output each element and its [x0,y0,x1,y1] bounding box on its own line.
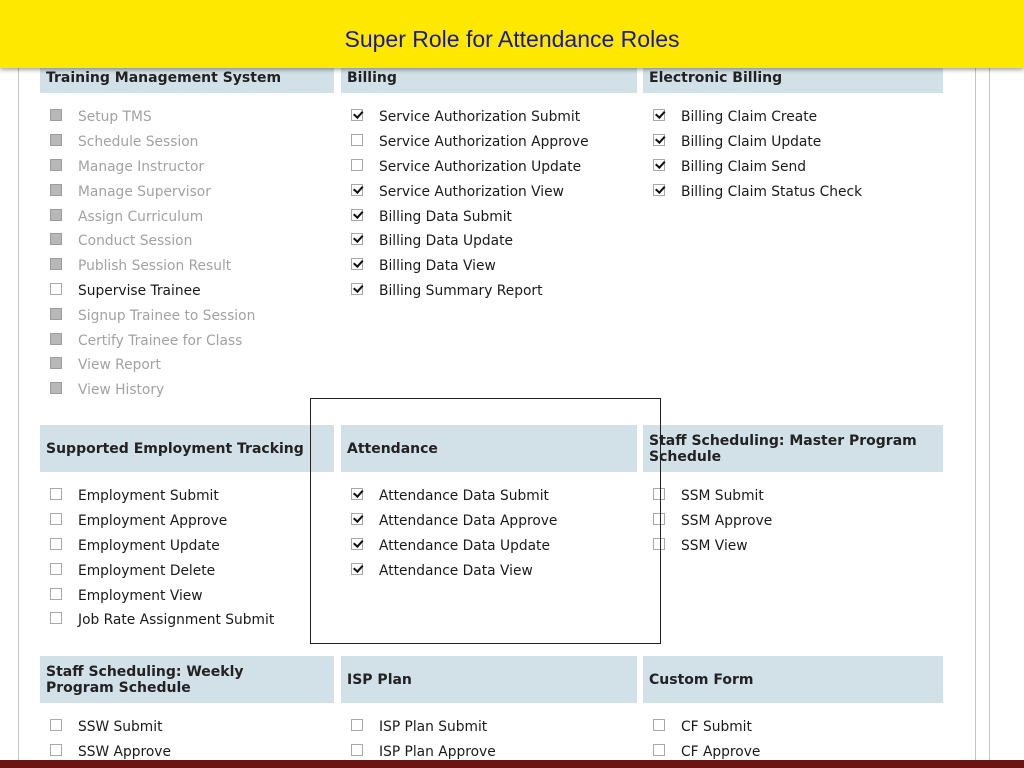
checkbox-checked[interactable] [653,134,665,146]
checkbox-unchecked[interactable] [351,134,363,146]
permission-label: SSM Submit [681,488,764,505]
panel-heading: Attendance [341,425,637,472]
permission-label: Schedule Session [78,134,199,151]
permission-item[interactable] [50,583,274,608]
permission-list [351,715,496,765]
permission-label: Service Authorization View [379,183,564,200]
permission-label: Attendance Data Approve [379,513,558,530]
checkbox-unchecked [50,184,62,196]
checkbox-checked[interactable] [351,283,363,295]
permission-item[interactable] [351,534,557,559]
permission-label: Attendance Data Submit [379,488,549,505]
permission-item[interactable] [653,179,862,204]
permission-item [50,105,255,130]
permission-label: Job Rate Assignment Submit [78,612,275,629]
checkbox-checked[interactable] [351,233,363,245]
checkbox-unchecked[interactable] [351,159,363,171]
checkbox-checked[interactable] [351,538,363,550]
permission-item[interactable] [351,715,496,740]
permission-item[interactable] [351,179,589,204]
checkbox-checked[interactable] [351,488,363,500]
slide-bottom-bar [0,760,1024,768]
permission-item[interactable] [50,484,274,509]
panel-heading: Staff Scheduling: Weekly Program Schedule [40,656,334,703]
checkbox-unchecked [50,159,62,171]
checkbox-unchecked[interactable] [653,719,665,731]
permission-item[interactable] [50,558,274,583]
permission-item[interactable] [351,279,589,304]
checkbox-unchecked[interactable] [653,538,665,550]
panel-heading: Billing [341,62,637,93]
permission-label: SSW Approve [78,744,171,761]
permission-label: Service Authorization Submit [379,109,581,126]
permission-item[interactable] [653,130,862,155]
permission-label: Employment Approve [78,513,228,530]
frame-scroll-edge [989,60,990,760]
permission-label: Billing Summary Report [379,282,543,299]
permission-label: View Report [78,357,161,374]
permission-label: ISP Plan Approve [379,744,496,761]
permission-item[interactable] [351,130,589,155]
checkbox-unchecked [50,382,62,394]
permission-label: Assign Curriculum [78,208,204,225]
permission-item [50,254,255,279]
permission-item[interactable] [351,558,557,583]
checkbox-checked[interactable] [351,184,363,196]
permission-list [653,715,760,765]
checkbox-unchecked[interactable] [50,538,62,550]
panel-heading: Custom Form [643,656,943,703]
checkbox-unchecked[interactable] [653,488,665,500]
permission-item[interactable] [653,534,772,559]
panel-heading: Training Management System [40,62,334,93]
permission-item[interactable] [351,484,557,509]
checkbox-unchecked[interactable] [50,744,62,756]
permission-label: Employment Update [78,537,220,554]
permission-item[interactable] [50,279,255,304]
permission-list [653,484,772,558]
checkbox-checked[interactable] [653,109,665,121]
permission-item[interactable] [351,509,557,534]
permission-label: Billing Claim Send [681,158,807,175]
permission-label: Signup Trainee to Session [78,307,256,324]
frame-border-left [18,60,19,760]
checkbox-unchecked [50,308,62,320]
frame-border-right [975,60,976,760]
checkbox-checked[interactable] [653,159,665,171]
checkbox-unchecked[interactable] [50,563,62,575]
permission-label: View History [78,382,165,399]
checkbox-unchecked[interactable] [653,513,665,525]
permission-item[interactable] [351,105,589,130]
permission-item [50,130,255,155]
permission-list [50,484,274,633]
permission-label: SSW Submit [78,719,163,736]
permission-label: Conduct Session [78,233,193,250]
permission-label: SSM View [681,537,748,554]
permission-label: Manage Instructor [78,158,205,175]
permission-label: Publish Session Result [78,258,232,275]
permission-item [50,328,255,353]
permission-label: Employment View [78,587,203,604]
checkbox-unchecked [50,357,62,369]
permission-label: Attendance Data View [379,562,533,579]
permission-item [50,353,255,378]
permission-item [50,229,255,254]
permission-label: Certify Trainee for Class [78,332,243,349]
checkbox-checked[interactable] [351,209,363,221]
slide-title-bar [0,0,1024,68]
slide-title: Super Role for Attendance Roles [344,26,680,52]
permission-label: Billing Claim Create [681,109,818,126]
permission-list [351,484,557,583]
permission-label: Employment Delete [78,562,216,579]
permission-item[interactable] [653,715,760,740]
permission-label: Billing Data View [379,258,496,275]
permission-item[interactable] [653,484,772,509]
checkbox-unchecked [50,258,62,270]
permission-label: Attendance Data Update [379,537,550,554]
checkbox-unchecked[interactable] [351,744,363,756]
permission-label: Billing Claim Status Check [681,183,863,200]
panel-heading: Supported Employment Tracking [40,425,334,472]
checkbox-unchecked [50,233,62,245]
permission-list [653,105,862,204]
permission-item[interactable] [653,509,772,534]
permission-item[interactable] [50,534,274,559]
permission-item[interactable] [50,608,274,633]
permission-item[interactable] [50,509,274,534]
checkbox-unchecked [50,109,62,121]
permission-label: Service Authorization Update [379,158,582,175]
panel-heading: Electronic Billing [643,62,943,93]
permission-item [50,155,255,180]
permission-item[interactable] [351,155,589,180]
checkbox-checked[interactable] [351,563,363,575]
checkbox-unchecked[interactable] [351,719,363,731]
checkbox-unchecked[interactable] [50,488,62,500]
permission-label: Supervise Trainee [78,282,201,299]
permission-item[interactable] [653,155,862,180]
permission-label: CF Submit [681,719,752,736]
permission-label: SSM Approve [681,513,773,530]
permission-list [50,715,171,765]
checkbox-unchecked[interactable] [50,612,62,624]
permission-label: Billing Claim Update [681,134,822,151]
checkbox-checked[interactable] [653,184,665,196]
checkbox-unchecked[interactable] [50,513,62,525]
checkbox-checked[interactable] [351,513,363,525]
permission-label: Setup TMS [78,109,152,126]
checkbox-unchecked[interactable] [50,588,62,600]
permission-item[interactable] [653,105,862,130]
permission-label: Billing Data Update [379,233,513,250]
permission-item [50,179,255,204]
checkbox-unchecked[interactable] [50,283,62,295]
checkbox-unchecked[interactable] [50,719,62,731]
permission-item[interactable] [50,715,171,740]
permission-label: CF Approve [681,744,761,761]
permission-label: Manage Supervisor [78,183,211,200]
permission-item[interactable] [351,254,589,279]
permission-item [50,303,255,328]
permission-item [50,378,255,403]
permission-label: ISP Plan Submit [379,719,488,736]
checkbox-checked[interactable] [351,258,363,270]
permission-label: Billing Data Submit [379,208,512,225]
permission-item[interactable] [351,204,589,229]
permission-label: Service Authorization Approve [379,134,589,151]
permission-list [351,105,589,303]
panel-heading: Staff Scheduling: Master Program Schedule [643,425,943,472]
permission-item[interactable] [351,229,589,254]
checkbox-checked[interactable] [351,109,363,121]
checkbox-unchecked[interactable] [653,744,665,756]
checkbox-unchecked [50,209,62,221]
checkbox-unchecked [50,333,62,345]
permission-list [50,105,255,403]
panel-heading: ISP Plan [341,656,637,703]
permission-item [50,204,255,229]
checkbox-unchecked [50,134,62,146]
permission-label: Employment Submit [78,488,219,505]
